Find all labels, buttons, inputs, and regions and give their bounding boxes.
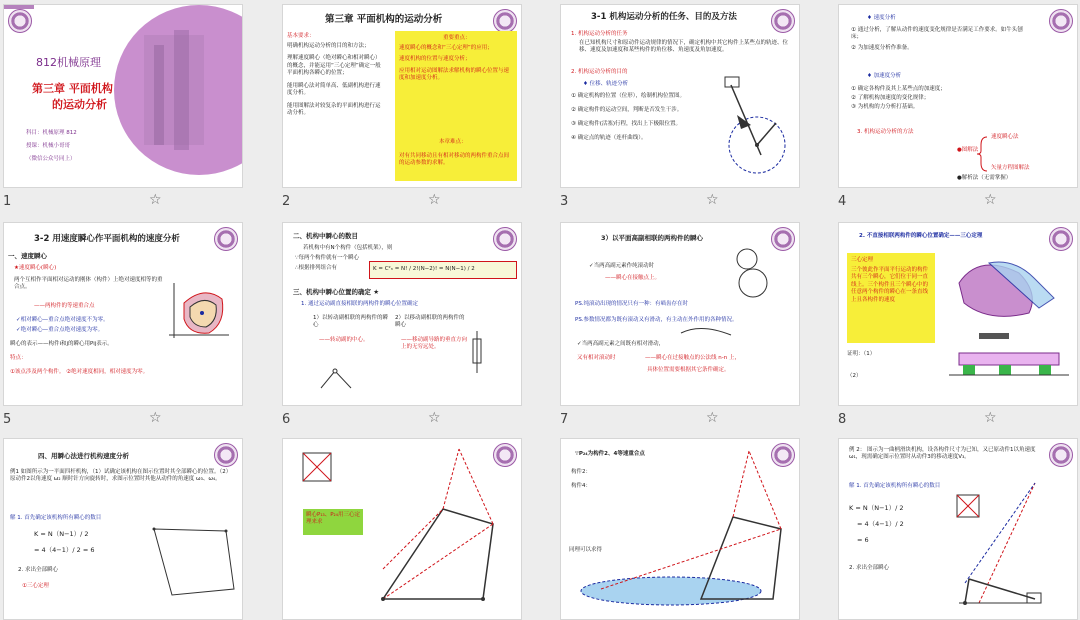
university-logo-icon [8, 9, 32, 33]
favorite-star-icon[interactable]: ☆ [706, 410, 719, 426]
slide-number-7: 7 [560, 412, 569, 427]
favorite-star-icon[interactable]: ☆ [984, 410, 997, 426]
slide-8-preview[interactable]: 2. 不直接相联两构件的瞬心位置确定——三心定理 三心定理 三个彼此作平面平行运动的构件共有三个瞬心，它们位于同一直线上。三个构件且三个瞬心中的任意两个构件的瞬心在一条直线上且各构件的速度 证明：（1） （2） [838, 222, 1078, 406]
slide-10-preview[interactable] [282, 438, 522, 620]
slide-1-wechat: （微信公众号同上） [26, 156, 76, 162]
slide-1-teacher: 授课：机械小哥哥 [26, 143, 71, 149]
slide-4-preview[interactable]: ♦ 速度分析 ① 通过分析，了解从动件的速度变化规律是否满足工作要求。如牛头刨床； ② 为加速度分析作准备。 ♦ 加速度分析 ① 确定各构件及其上某些点的加速度； ② 了解机构加速度的变化规律； ③ 为机构的力分析打基础。 3. 机构运动分析的方法 ●图解法 速度瞬心法 矢量方程图解法 ●解析法（无需掌握） [838, 4, 1078, 188]
slide-2-title: 第三章 平面机构的运动分析 [325, 14, 443, 25]
slide-3-preview[interactable]: 3-1 机构运动分析的任务、目的及方法 1. 机构运动分析的任务 在已知机构尺寸和原动件运动规律的情况下，确定机构中其它构件上某些点的轨迹、位移、速度及加速度和某些构件的角位移、角速度及角加速度。 2. 机构运动分析的目的 ♦ 位移、轨迹分析 ① 确定机构的位置（位形），绘制机构位置图。 ② 确定构件的运动空间，判断是否发生干涉。 ③ 确定构件(活塞)行程，找出上下极限位置。 ④ 确定点的轨迹（连杆曲线）。 [560, 4, 800, 188]
favorite-star-icon[interactable]: ☆ [428, 410, 441, 426]
slide-6-preview[interactable]: 二、机构中瞬心的数目 若机构中有N个构件（包括机架），则 ∵每两个构件就有一个瞬心 ∴根据排列组合有 K = C²ₙ = N! / 2!(N−2)! = N(N−1) / 2 三、机构中瞬心位置的确定 ★ 1. 通过运动副直接相联的两构件的瞬心位置确定 1）以转动副相联的两构件的瞬心 ——转动副的中心。 2）以移动副相联的两构件的瞬心 ——移动副导路的垂直方向上的无穷远处。 [282, 222, 522, 406]
favorite-star-icon[interactable]: ☆ [428, 192, 441, 208]
slide-2-requirements: 基本要求： 明确机构运动分析的目的和方法； 理解速度瞬心（绝对瞬心和相对瞬心）的概念，并能运用“三心定理”确定一般平面机构各瞬心的位置； 能用瞬心法对简单高、低副机构进行速度分析。 能用图解法对较复杂的平面机构进行运动分析。 [287, 33, 381, 116]
slide-5-preview[interactable]: 3-2 用速度瞬心作平面机构的速度分析 一、速度瞬心 ★速度瞬心(瞬心) 两个互相作平面相对运动的刚体（构件）上绝对速度相等的重合点。 ——两构件的等速重合点 ✓相对瞬心—重合点绝对速度不为零。 ✓绝对瞬心—重合点绝对速度为零。 瞬心的表示——构件i和j的瞬心用Pij表示。 特点： ①该点涉及两个构件。 ②绝对速度相同，相对速度为零。 [3, 222, 243, 406]
slide-8-three-centre-diagram [839, 223, 1077, 405]
slide-number-3: 3 [560, 194, 569, 209]
slide-number-8: 8 [838, 412, 847, 427]
slide-7-higher-pair-diagram [561, 223, 799, 405]
slide-2-preview[interactable] [282, 4, 522, 188]
slide-number-2: 2 [282, 194, 291, 209]
slide-number-4: 4 [838, 194, 847, 209]
slide-5-rigid-body-diagram [4, 223, 242, 405]
slide-11-velocity-diagram [561, 439, 799, 619]
university-logo-icon [493, 9, 517, 33]
slide-4-brace [839, 5, 1077, 187]
favorite-star-icon[interactable]: ☆ [984, 192, 997, 208]
slide-7-preview[interactable]: 3）以平面高副相联的两构件的瞬心 ✓当两高副元素作纯滚动时 ——瞬心在接触点上。 PS.纯滚动出现的情况只有一种：有啮齿存在时 PS.参数情况都为既有滚动又有滑动，有主动在外作用的各种情况。 ✓当两高副元素之间既有相对滑动， 又有相对滚动时 ——瞬心在过接触点的公法线 n-n 上， 具体位置需要根据其它条件确定。 [560, 222, 800, 406]
favorite-star-icon[interactable]: ☆ [149, 192, 162, 208]
slide-1-preview[interactable] [3, 4, 243, 188]
favorite-star-icon[interactable]: ☆ [149, 410, 162, 426]
slide-9-preview[interactable]: 四、用瞬心法进行机构速度分析 例1 如图所示为一平面四杆机构，（1）试确定该机构在图示位置时其全部瞬心的位置。（2）原动件2以角速度 ω₂ 顺时针方向旋转时，求图示位置时其他从动件的角速度 ω₃、ω₄。 解 1. 首先确定该机构所有瞬心的数目 K = N（N−1）/ 2 = 4（4−1）/ 2 = 6 2. 求出全部瞬心 ①三心定理 [3, 438, 243, 620]
slide-9-four-bar-diagram [4, 439, 242, 619]
slide-2-key-points-box: 重要重点： 速度瞬心的概念和“三心定理”的应用； 速度机构的位置与速度分析； 应用相对运动图解法求解机构的瞬心位置与速度和加速度分析。 本章难点： 对有共同移动且有相对移动的两构件重合点间的运动参数的求解。 [395, 31, 517, 181]
slide-8-theorem-box: 三心定理 三个彼此作平面平行运动的构件共有三个瞬心，它们位于同一直线上。三个构件且三个瞬心中的任意两个构件的瞬心在一条直线上且各构件的速度 [847, 253, 935, 343]
slide-1-subject: 科目：机械原理 812 [26, 130, 77, 136]
slide-6-joint-diagrams [283, 223, 521, 405]
slide-1-title-line1: 812机械原理 [36, 56, 101, 69]
favorite-star-icon[interactable]: ☆ [706, 192, 719, 208]
slide-12-preview[interactable]: 例 2： 图示为一曲柄滑块机构，设各构件尺寸为已知，又已原动件1以角速度 ω₁，现需确定图示位置时从动件3的移动速度V₃。 解 1. 首先确定该机构所有瞬心的数目 K = N（N−1）/ 2 = 4（4−1）/ 2 = 6 2. 求出全部瞬心 [838, 438, 1078, 620]
slide-number-6: 6 [282, 412, 291, 427]
slide-6-formula-box: K = C²ₙ = N! / 2!(N−2)! = N(N−1) / 2 [369, 261, 517, 279]
slide-3-mechanism-diagram [561, 5, 799, 187]
slide-5-title: 3-2 用速度瞬心作平面机构的速度分析 [34, 234, 180, 244]
slide-3-title: 3-1 机构运动分析的任务、目的及方法 [591, 12, 737, 22]
slide-1-title-line2: 第三章 平面机构 [32, 82, 113, 95]
slide-12-slider-crank-diagram [839, 439, 1077, 619]
slide-number-5: 5 [3, 412, 12, 427]
slide-10-instant-centre-diagram [283, 439, 521, 619]
slide-10-note-box: 瞬心P₁₃、P₂₄用三心定理来求 [303, 509, 363, 535]
slide-1-title-line3: 的运动分析 [52, 98, 107, 111]
slide-number-1: 1 [3, 194, 12, 209]
slide-11-preview[interactable]: ∵P₂₄为构件2、4等速重合点 构件2： 构件4： 同理可以求得 [560, 438, 800, 620]
